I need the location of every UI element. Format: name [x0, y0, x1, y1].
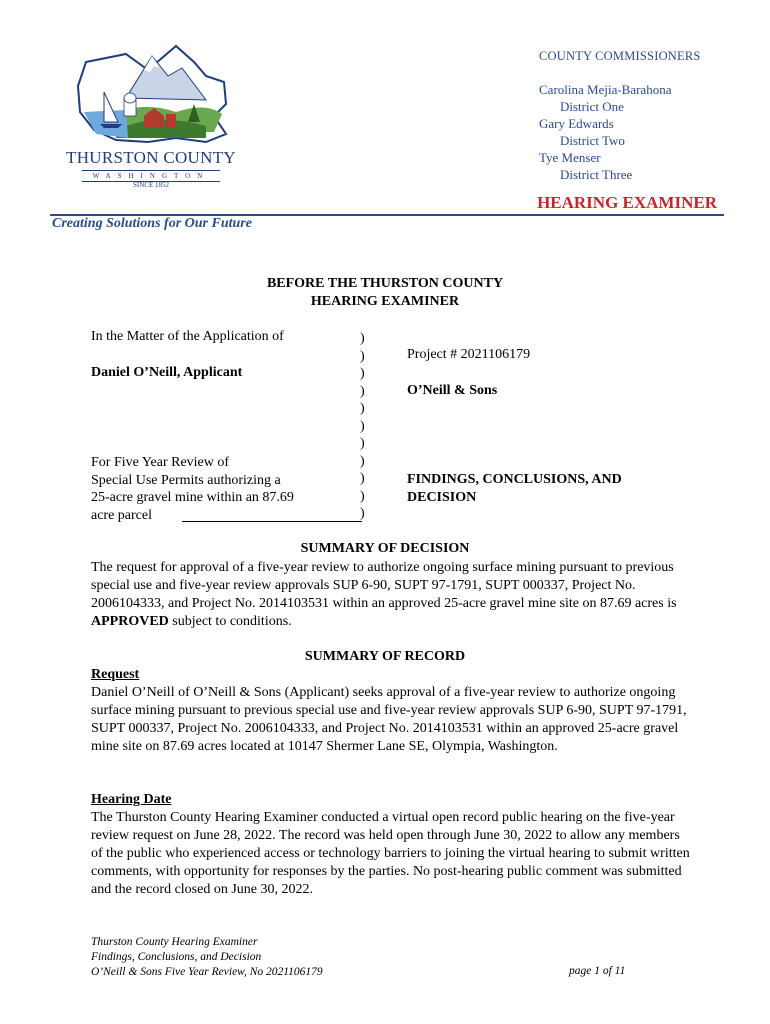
page-number: page 1 of 11	[569, 965, 626, 977]
caption-title-line: BEFORE THE THURSTON COUNTY	[266, 276, 504, 291]
page-footer	[91, 935, 323, 980]
paren: )	[360, 418, 365, 434]
footer-line: O’Neill & Sons Five Year Review, No 2021106179	[91, 966, 323, 978]
state-label: WASHINGTON	[82, 170, 220, 182]
paren: )	[360, 331, 365, 346]
review-line: acre parcel	[91, 507, 152, 523]
paren: )	[360, 488, 365, 504]
review-line: 25-acre gravel mine within an 87.69	[91, 490, 294, 505]
project-name: O’Neill & Sons	[407, 383, 498, 398]
paren: )	[360, 383, 365, 399]
decision-title	[407, 471, 622, 506]
hearing-date-text: The Thurston County Hearing Examiner conducted a virtual open record public hearing on the five-year review request on June 28, 2022. The record was held open through June 30, 2022 to allow any members of the public who experienced access or technology barriers to joining the virtual hearing to submit written comments, with opportunity for responses by the parties. No post-hearing public comment was submitted and the record closed on June 30, 2022.	[91, 810, 690, 897]
commissioner-district: District One	[560, 99, 624, 114]
commissioners-title: COUNTY COMMISSIONERS	[539, 49, 701, 63]
commissioner-name: Gary Edwards	[539, 116, 614, 131]
caption-title	[0, 275, 770, 311]
caption-parentheses	[360, 330, 370, 523]
project-number: Project # 2021106179	[407, 347, 531, 362]
paren: )	[360, 366, 365, 381]
commissioners-block	[539, 48, 739, 183]
summary-of-record-heading: SUMMARY OF RECORD	[304, 649, 466, 664]
summary-of-decision-text	[91, 559, 691, 631]
request-heading: Request	[91, 667, 140, 682]
paren: )	[360, 506, 365, 521]
paren: )	[360, 436, 365, 451]
county-name: THURSTON COUNTY	[66, 148, 236, 167]
commissioner-district: District Two	[560, 133, 625, 148]
applicant-name: Daniel O’Neill, Applicant	[91, 365, 243, 380]
footer-line: Findings, Conclusions, and Decision	[91, 951, 262, 963]
decision-title-line: DECISION	[407, 489, 477, 505]
decision-title-line: FINDINGS, CONCLUSIONS, AND	[407, 472, 622, 487]
paren: )	[360, 401, 365, 416]
summary-of-decision-heading: SUMMARY OF DECISION	[300, 541, 470, 556]
paren: )	[360, 453, 365, 469]
paren: )	[360, 471, 365, 486]
decision-text-start: The request for approval of a five-year review to authorize ongoing surface mining pursuant to previous special use and five-year review approvals SUP 6-90, SUPT 97-1791, SUPT 000337, Project No. 2006104333, and Project No. 2014103531 within an approved 25-acre gravel mine site on 87.69 acres is	[91, 560, 677, 611]
review-line: Special Use Permits authorizing a	[91, 472, 281, 488]
footer-line: Thurston County Hearing Examiner	[91, 936, 258, 948]
review-description	[91, 454, 294, 524]
hearing-date-heading: Hearing Date	[91, 792, 172, 807]
department-title: HEARING EXAMINER	[537, 193, 717, 212]
matter-text: In the Matter of the Application of	[91, 329, 284, 344]
caption-underline	[182, 521, 362, 522]
review-line: For Five Year Review of	[91, 455, 230, 470]
commissioner-name: Carolina Mejia-Barahona	[539, 82, 672, 97]
tagline: Creating Solutions for Our Future	[52, 216, 252, 231]
caption-title-line: HEARING EXAMINER	[310, 294, 460, 309]
paren: )	[360, 348, 365, 364]
decision-emphasis: APPROVED	[91, 614, 169, 629]
request-text: Daniel O’Neill of O’Neill & Sons (Applicant) seeks approval of a five-year review to authorize ongoing surface mining pursuant to previous special use and five-year review approvals SUP 6-90, SUPT 97-1791, SUPT 000337, Project No. 2006104333, and Project No. 2014103531 within an approved 25-acre gravel mine site on 87.69 acres located at 10147 Shermer Lane SE, Olympia, Washington.	[91, 685, 687, 754]
commissioner-district: District Three	[560, 167, 633, 182]
decision-text-end: subject to conditions.	[168, 614, 292, 629]
commissioner-name: Tye Menser	[539, 150, 601, 165]
since-label: SINCE 1852	[133, 181, 169, 189]
